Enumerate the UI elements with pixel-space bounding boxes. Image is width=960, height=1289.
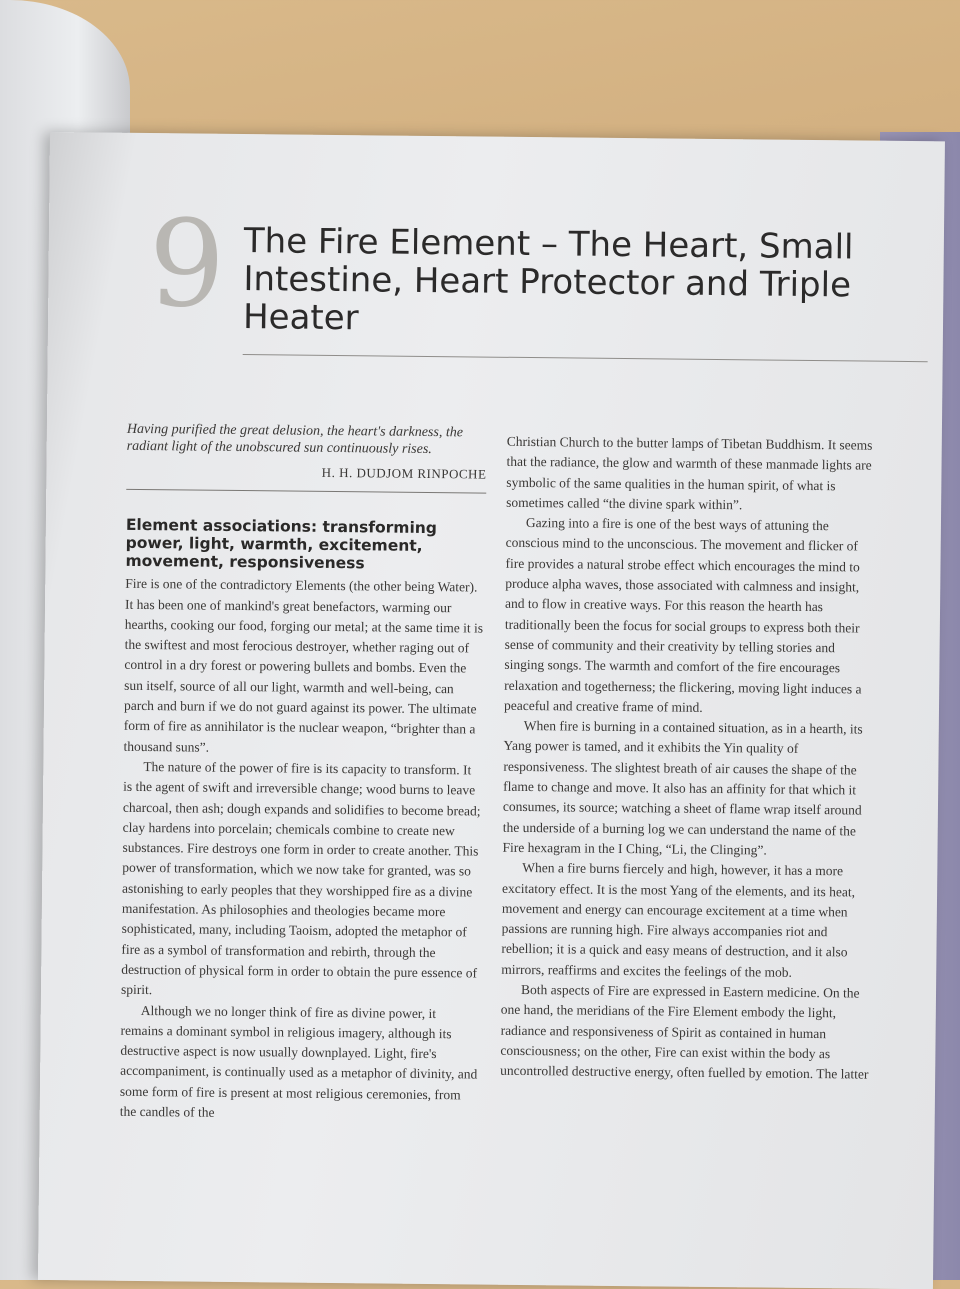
chapter-title: The Fire Element – The Heart, Small Intestine, Heart Protector and Triple Heater — [242, 221, 854, 339]
body-paragraph: The nature of the power of fire is its capacity to transform. It is the agent of swift and irreversible change; wood burns to leave charcoal, then ash; dough expands and solidifies to become bread; clay hardens into porcelain; chemicals combine to create new substances. Fire destroys one form in order to create another. This power of transformation, which we now take for granted, was so astonishing to early peoples that they worshipped fire as a divine manifestation. As philosophies and theologies became more sophisticated, many, including Taoism, adopted the metaphor of fire as a symbol of transformation and rebirth, through the destruction of physical form in order to obtain the pure essence of spirit. — [120, 758, 481, 998]
epigraph-quote: Having purified the great delusion, the heart's darkness, the radiant light of the unobscured sun continuously rises. — [126, 421, 464, 458]
epigraph-attribution: H. H. DUDJOM RINPOCHE — [321, 464, 487, 482]
body-paragraph: Gazing into a fire is one of the best ways of attuning the conscious mind to the unconscious. The movement and flicker of fire provides a natural strobe effect which encourages the mind to produce alpha waves, those associated with calmness and insight, and to flow in creative ways. For this reason the hearth has traditionally been the focus for social groups to express both their sense of community and their creativity by telling stories and singing songs. The warmth and comfort of the fire encourages relaxation and togetherness; the flickering, moving light induces a peaceful and creative frame of mind. — [503, 515, 862, 715]
book-page — [38, 132, 945, 1289]
right-column — [500, 432, 877, 1085]
left-column — [120, 421, 487, 1126]
section-heading: Element associations: transforming power, light, warmth, excitement, movement, responsiveness — [125, 516, 438, 573]
body-paragraph: When a fire burns fiercely and high, however, it has a more excitatory effect. It is the most Yang of the elements, and its heat, movement and energy can encourage excitement at a time when passions are running high. Fire always accompanies riot and rebellion; it is a quick and easy means of destruction, and it also mirrors, reaffirms and excites the feelings of the mob. — [501, 860, 856, 980]
chapter-number: 9 — [147, 195, 226, 335]
body-paragraph: Although we no longer think of fire as divine power, it remains a dominant symbol in religious imagery, although its destructive aspect is now usually downplayed. Light, fire's accompaniment, is continually used as a metaphor of divinity, and some form of fire is present at most religious ceremonies, from the candles of the — [119, 1002, 478, 1120]
body-paragraph: Fire is one of the contradictory Elements (the other being Water). It has been one of mankind's great benefactors, warming our hearths, cooking our food, forging our metal; at the same time it is the swiftest and most ferocious destroyer, whether raging out of control in a dry forest or powering bullets and bombs. Even the sun itself, source of all our light, warmth and well-being, can parch and burn if we do not guard against its power. The ultimate form of fire as annihilator is the nuclear weapon, “brighter than a thousand suns”. — [123, 576, 484, 755]
body-paragraph: Christian Church to the butter lamps of Tibetan Buddhism. It seems that the radiance, the glow and warmth of these manmade lights are symbolic of the same qualities in the human spirit, of what is sometimes called “the divine spark within”. — [506, 433, 873, 513]
title-divider — [243, 354, 928, 362]
body-paragraph: When fire is burning in a contained situation, as in a hearth, its Yang power is tamed, and it exhibits the Yin quality of responsiveness. The slightest breath of air causes the shape of the flame to change and move. It also has an affinity for that which it consumes, its source; watching a sheet of flame wrap itself around the underside of a burning log we can understand the name of the Fire hexagram in the I Ching, “Li, the Clinging”. — [502, 718, 863, 858]
epigraph-divider — [126, 489, 486, 494]
body-paragraph: Both aspects of Fire are expressed in Eastern medicine. On the one hand, the meridians of the Fire Element embody the light, radiance and responsiveness of Spirit as contained in human consciousness; on the other, Fire can exist within the body as uncontrolled destructive energy, often fuelled by emotion. The latter — [500, 981, 869, 1082]
